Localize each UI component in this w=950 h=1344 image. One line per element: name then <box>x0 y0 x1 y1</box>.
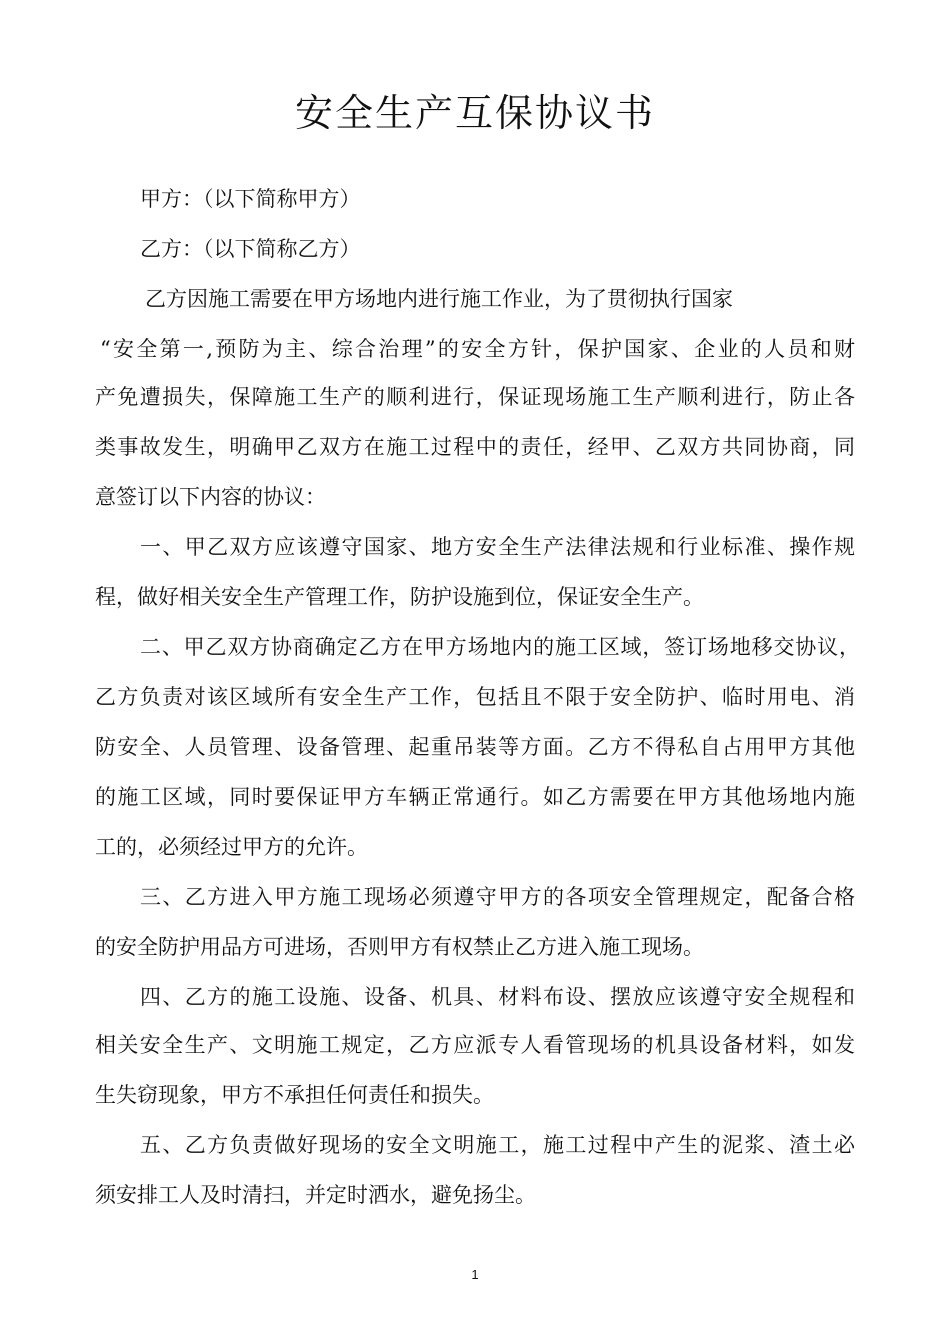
intro-line: 类事故发生，明确甲乙双方在施工过程中的责任，经甲、乙双方共同协商，同 <box>95 435 855 459</box>
clause-2-line: 乙方负责对该区域所有安全生产工作，包括且不限于安全防护、临时用电、消 <box>95 685 855 709</box>
clause-4-line: 生失窃现象，甲方不承担任何责任和损失。 <box>95 1083 494 1107</box>
clause-1-line: 一、甲乙双方应该遵守国家、地方安全生产法律法规和行业标准、操作规 <box>140 535 855 559</box>
party-a-line: 甲方：（以下简称甲方） <box>140 187 361 211</box>
intro-line: 产免遭损失，保障施工生产的顺利进行，保证现场施工生产顺利进行，防止各 <box>95 385 855 409</box>
clause-1-line: 程，做好相关安全生产管理工作，防护设施到位，保证安全生产。 <box>95 585 704 609</box>
clause-4-line: 四、乙方的施工设施、设备、机具、材料布设、摆放应该遵守安全规程和 <box>140 985 855 1009</box>
intro-line: 意签订以下内容的协议： <box>95 485 326 509</box>
clause-2-line: 工的，必须经过甲方的允许。 <box>95 835 368 859</box>
page-number: 1 <box>471 1267 479 1282</box>
document-title: 安全生产互保协议书 <box>294 91 655 135</box>
clause-5-line: 五、乙方负责做好现场的安全文明施工，施工过程中产生的泥浆、渣土必 <box>140 1133 855 1157</box>
clause-3-line: 的安全防护用品方可进场，否则甲方有权禁止乙方进入施工现场。 <box>95 935 704 959</box>
party-b-line: 乙方：（以下简称乙方） <box>140 237 361 261</box>
clause-4-line: 相关安全生产、文明施工规定，乙方应派专人看管现场的机具设备材料，如发 <box>95 1033 855 1057</box>
clause-2-line: 防安全、人员管理、设备管理、起重吊装等方面。乙方不得私自占用甲方其他 <box>95 735 855 759</box>
clause-2-line: 二、甲乙双方协商确定乙方在甲方场地内的施工区域，签订场地移交协议， <box>140 635 860 659</box>
clause-3-line: 三、乙方进入甲方施工现场必须遵守甲方的各项安全管理规定，配备合格 <box>140 885 855 909</box>
intro-line: “安全第一,预防为主、综合治理”的安全方针，保护国家、企业的人员和财 <box>100 337 855 361</box>
clause-2-line: 的施工区域，同时要保证甲方车辆正常通行。如乙方需要在甲方其他场地内施 <box>95 785 855 809</box>
clause-5-line: 须安排工人及时清扫，并定时洒水，避免扬尘。 <box>95 1183 536 1207</box>
intro-line: 乙方因施工需要在甲方场地内进行施工作业，为了贯彻执行国家 <box>145 287 733 311</box>
